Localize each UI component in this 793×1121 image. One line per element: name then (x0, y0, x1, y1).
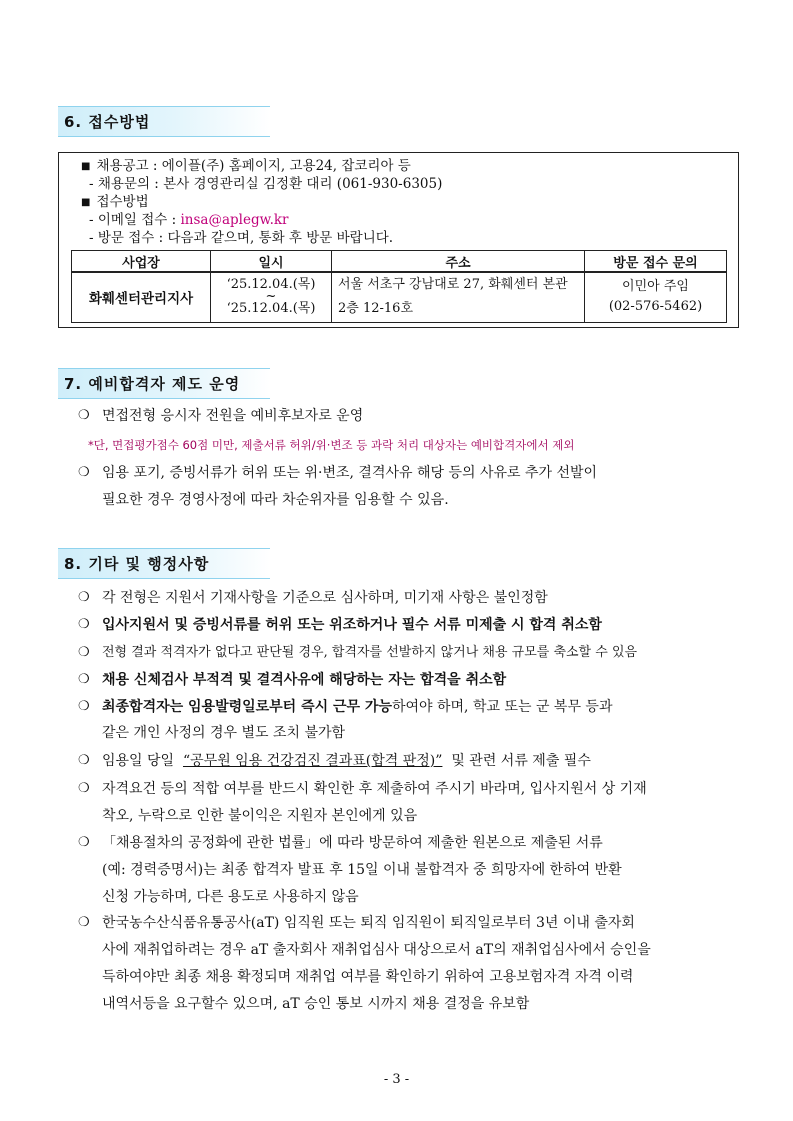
circle-bullet-icon: ❍ (78, 915, 90, 930)
circle-bullet-icon: ❍ (78, 672, 90, 687)
submission-method-line: ■ 접수방법 (81, 194, 149, 210)
address-cell: 서울 서초구 강남대로 27, 화훼센터 본관 2층 12-16호 (332, 272, 585, 322)
col-header-place: 사업장 (72, 251, 211, 273)
recruit-inquiry-line: - 채용문의 : 본사 경영관리실 김정환 대리 (061-930-6305) (89, 176, 443, 192)
list-item-continuation: 득하여야만 최종 채용 확정되며 재취업 여부를 확인하기 위하여 고용보험자격 자격 이력 (102, 969, 634, 985)
list-item-continuation: 같은 개인 사정의 경우 별도 조치 불가함 (102, 725, 346, 741)
list-item-continuation: 사에 재취업하려는 경우 aT 출자회사 재취업심사 대상으로서 aT의 재취업심사에서 승인을 (102, 942, 651, 958)
place-cell: 화훼센터관리지사 (72, 272, 211, 322)
list-item-continuation: (예: 경력증명서)는 최종 합격자 발표 후 15일 이내 불합격자 중 희망자에 한하여 반환 (102, 862, 622, 878)
circle-bullet-icon: ❍ (78, 835, 90, 850)
email-link[interactable]: insa@aplegw.kr (180, 212, 289, 228)
date-cell: ‘25.12.04.(목) ~ ‘25.12.04.(목) (211, 272, 332, 322)
circle-bullet-icon: ❍ (78, 590, 90, 605)
list-item-continuation: 신청 가능하며, 다른 용도로 사용하지 않음 (102, 889, 359, 905)
contact-cell: 이민아 주임 (02-576-5462) (585, 272, 727, 322)
circle-bullet-icon: ❍ (78, 781, 90, 796)
submission-box (58, 152, 739, 328)
circle-bullet-icon: ❍ (78, 753, 90, 768)
col-header-date: 일시 (211, 251, 332, 273)
page-number: - 3 - (383, 1072, 410, 1087)
list-item-continuation: 착오, 누락으로 인한 불이익은 지원자 본인에게 있음 (102, 808, 418, 824)
circle-bullet-icon: ❍ (78, 645, 90, 660)
section-6-heading: 6. 접수방법 (58, 106, 270, 137)
section-8-heading: 8. 기타 및 행정사항 (58, 548, 270, 579)
circle-bullet-icon: ❍ (78, 408, 90, 423)
square-bullet-icon: ■ (81, 197, 91, 208)
reserve-exclusion-note: *단, 면접평가점수 60점 미만, 제출서류 허위/위·변조 등 과락 처리 대상자는 예비합격자에서 제외 (88, 438, 575, 452)
email-submission-line: - 이메일 접수 : insa@aplegw.kr (89, 212, 289, 228)
list-item-continuation: 필요한 경우 경영사정에 따라 차순위자를 임용할 수 있음. (102, 492, 449, 508)
recruit-notice-line: ■ 채용공고 : 에이플(주) 홈페이지, 고용24, 잡코리아 등 (81, 158, 411, 174)
visit-table (71, 250, 727, 323)
square-bullet-icon: ■ (81, 161, 91, 172)
circle-bullet-icon: ❍ (78, 699, 90, 714)
circle-bullet-icon: ❍ (78, 465, 90, 480)
col-header-address: 주소 (332, 251, 585, 273)
circle-bullet-icon: ❍ (78, 617, 90, 632)
visit-submission-line: - 방문 접수 : 다음과 같으며, 통화 후 방문 바랍니다. (89, 230, 394, 246)
section-7-heading: 7. 예비합격자 제도 운영 (58, 368, 270, 399)
col-header-contact: 방문 접수 문의 (585, 251, 727, 273)
list-item-continuation: 내역서등을 요구할수 있으며, aT 승인 통보 시까지 채용 결정을 유보함 (102, 996, 530, 1012)
table-row (72, 272, 727, 322)
